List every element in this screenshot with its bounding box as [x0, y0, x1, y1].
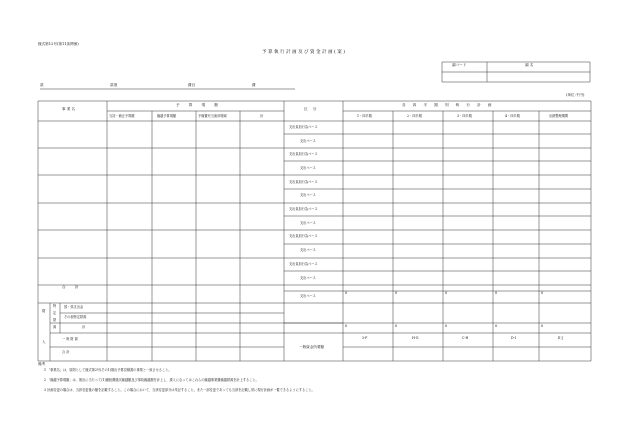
- page-title: 予算執行計画及び資金計画(案): [262, 50, 347, 55]
- gen-fund-col-5: E-J: [558, 336, 563, 340]
- division-commitment-label: 支出負担行為ベース: [289, 125, 318, 129]
- total-value-q3: 0: [445, 291, 448, 295]
- note-1: 1 「事業名」は、原則として様式第2号(その1)歳出予算見積書の事業と一致させること。: [44, 368, 172, 372]
- division-expenditure-label: 支出ベース: [300, 221, 316, 225]
- total-value-q1: 0: [345, 291, 348, 295]
- account-kan: 款: [40, 83, 44, 87]
- revenue-value-q2: 0: [395, 324, 398, 328]
- header-budget-sub-3: 予備費充当流用増減: [198, 114, 227, 118]
- gen-fund-col-4: D-I: [511, 336, 516, 340]
- total-label: 合 計: [62, 285, 83, 289]
- header-budget: 予 算 現 額: [176, 103, 222, 107]
- header-budget-sub-4: 計: [260, 114, 264, 118]
- total-value-q2: 0: [395, 291, 398, 295]
- division-commitment-label: 支出負担行為ベース: [289, 234, 318, 238]
- division-commitment-label: 支出負担行為ベース: [289, 180, 318, 184]
- header-q3: 3・四半期: [457, 114, 472, 118]
- revenue-value-period: 0: [541, 324, 544, 328]
- form-number: 様式第12号(第11条関係): [38, 42, 79, 46]
- division-expenditure-label: 支出ベース: [300, 248, 316, 252]
- total-value-period: 0: [541, 291, 544, 295]
- revenue-item-4: 一 般 財 源: [62, 337, 78, 341]
- revenue-value-q3: 0: [445, 324, 448, 328]
- revenue-char-2: 入: [42, 340, 46, 344]
- account-suffix: 費: [252, 83, 256, 87]
- division-commitment-label: 支出負担行為ベース: [289, 207, 318, 211]
- revenue-item-1: 国・県支出金: [64, 305, 84, 309]
- account-kou: 款項: [110, 83, 118, 87]
- unit-note: (単位:千円): [566, 93, 585, 97]
- source-char-3: 財: [53, 318, 57, 322]
- revenue-char-1: 財: [42, 309, 46, 313]
- header-division: 区 分: [304, 107, 319, 111]
- division-expenditure-label: 支出ベース: [300, 276, 316, 280]
- source-char-2: 定: [53, 311, 57, 315]
- division-commitment-label: 支出負担行為ベース: [289, 262, 318, 266]
- gen-fund-col-2: H-G: [412, 336, 419, 340]
- division-expenditure-label: 支出ベース: [300, 294, 316, 298]
- header-q1: 1・四半期: [357, 114, 372, 118]
- title-label: 調 名: [525, 63, 534, 67]
- division-expenditure-label: 支出ベース: [300, 139, 316, 143]
- header-plan: 各 四 半 期 別 執 行 計 画: [402, 103, 495, 107]
- header-project: 事 業 名: [62, 107, 76, 111]
- header-budget-sub-1: 当初・補正予算額: [109, 114, 135, 118]
- account-moku: 費目: [188, 83, 196, 87]
- revenue-item-5: 合 計: [62, 350, 70, 354]
- header-q4: 4・四半期: [505, 114, 520, 118]
- header-q2: 2・四半期: [407, 114, 422, 118]
- revenue-value-q1: 0: [345, 324, 348, 328]
- gen-fund-col-3: C-H: [462, 336, 469, 340]
- note-2: 2 「繰越予算現額」は、歳出に当たって(1)継続費逓次繰越額及び事故繰越額を計上し、歳入になってはこれらの繰越事業費繰越財源を計上すること。: [44, 378, 259, 382]
- source-char-1: 特: [53, 304, 57, 308]
- revenue-item-2: その他特定財源: [64, 315, 87, 319]
- note-3: 3 計画変更の場合は、当該変更後の額を記載すること。この場合において、当該変更部分は朱記すること。また一部変更であっても当該を記載し常に現行計画が一覧できるようにすること。: [44, 388, 315, 392]
- division-expenditure-label: 支出ベース: [300, 193, 316, 197]
- header-period: 出納整理期間: [549, 114, 569, 118]
- gen-fund-col-1: 3-F: [362, 336, 368, 340]
- header-budget-sub-2: 繰越予算現額: [157, 114, 177, 118]
- gen-fund-label: 一般資金所要額: [299, 345, 325, 349]
- total-value-q4: 0: [495, 291, 498, 295]
- code-label: 調コード: [452, 63, 467, 67]
- notes-title: 備考: [38, 362, 46, 366]
- source-char-4: 源: [53, 325, 57, 329]
- division-expenditure-label: 支出ベース: [300, 166, 316, 170]
- revenue-value-q4: 0: [495, 324, 498, 328]
- division-commitment-label: 支出負担行為ベース: [289, 152, 318, 156]
- revenue-item-3: 計: [82, 325, 86, 329]
